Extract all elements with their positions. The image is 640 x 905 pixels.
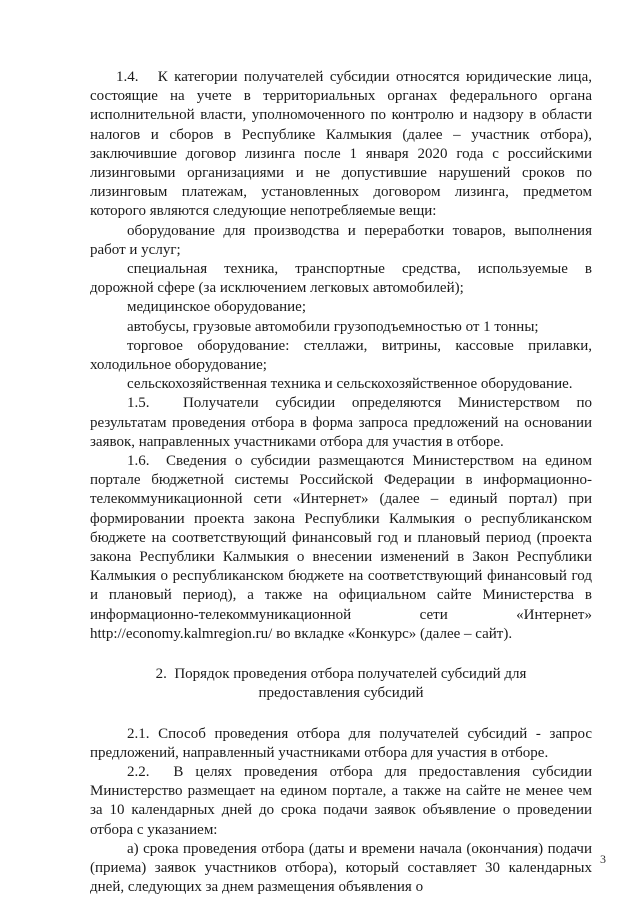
paragraph-1-6: 1.6. Сведения о субсидии размещаются Министерством на едином портале бюджетной системы Российской Федерации в информационно-телекоммуникационной сети «Интернет» (далее – единый портал) при формировании проекта закона Республики Калмыкия о республиканском бюджете на соответствующий финансовый год и плановый период (проекта закона Республики Калмыкия о внесении изменений в Закон Республики Калмыкия о республиканском бюджете на соответствующий финансовый год и плановый период), а также на официальном сайте Министерства в информационно-телекоммуникационной сети «Интернет» http://economy.kalmregion.ru/ во вкладке «Конкурс» (далее – сайт). (90, 453, 592, 642)
list-item-special-vehicles: специальная техника, транспортные средства, используемые в дорожной сфере (за исключением легковых автомобилей); (90, 261, 592, 297)
paragraph-1-5: 1.5. Получатели субсидии определяются Министерством по результатам проведения отбора в форма запроса предложений на основании заявок, направленных участниками отбора для участия в отборе. (90, 395, 592, 450)
document-page (90, 68, 592, 897)
paragraph-1-4: 1.4. К категории получателей субсидии относятся юридические лица, состоящие на учете в территориальных органах федерального органа исполнительной власти, уполномоченного по контролю и надзору в области налогов и сборов в Республике Калмыкия (далее – участник отбора), заключившие договор лизинга после 1 января 2020 года с российскими лизинговыми организациями и не допустившие нарушений сроков по лизинговым платежам, установленных договором лизинга, предметом которого являются следующие непотребляемые вещи: (90, 69, 592, 220)
list-item-agricultural-equipment: сельскохозяйственная техника и сельскохозяйственное оборудование. (127, 376, 573, 393)
paragraph-2-2: 2.2. В целях проведения отбора для предоставления субсидии Министерство размещает на едином портале, а также на сайте не менее чем за 10 календарных дней до срока подачи заявок объявление о проведении отбора с указанием: (90, 763, 592, 838)
page-number: 3 (600, 852, 606, 866)
paragraph-2-2-a: а) срока проведения отбора (даты и времени начала (окончания) подачи (приема) заявок участников отбора), который составляет 30 календарных дней, следующих за днем размещения объявления о (90, 840, 592, 896)
section-2-heading (90, 665, 592, 703)
section-2-heading-line-1: 2. Порядок проведения отбора получателей субсидий для (155, 666, 527, 683)
list-item-trade-equipment: торговое оборудование: стеллажи, витрины, кассовые прилавки, холодильное оборудование; (90, 337, 592, 374)
list-item-buses-trucks: автобусы, грузовые автомобили грузоподъемностью от 1 тонны; (127, 318, 539, 335)
paragraph-2-1: 2.1. Способ проведения отбора для получателей субсидий - запрос предложений, направленный участниками отбора для участия в отборе. (90, 725, 592, 761)
section-2-heading-line-2: предоставления субсидий (258, 685, 424, 702)
list-item-medical-equipment: медицинское оборудование; (127, 299, 307, 316)
list-item-equipment-production: оборудование для производства и переработки товаров, выполнения работ и услуг; (90, 222, 592, 258)
